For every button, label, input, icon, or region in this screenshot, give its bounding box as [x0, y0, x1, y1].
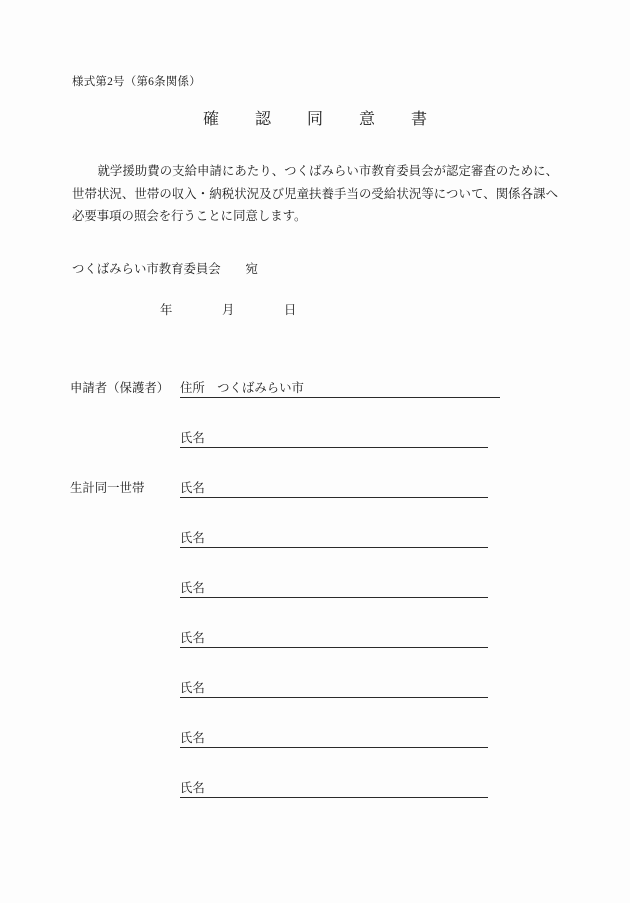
form-row	[70, 728, 560, 750]
form-number: 様式第2号（第6条関係）	[72, 76, 201, 88]
name-input[interactable]	[180, 628, 488, 648]
name-caption: 氏名	[180, 531, 205, 545]
name-caption: 氏名	[180, 731, 205, 745]
form-row	[70, 428, 560, 450]
addressee-line: つくばみらい市教育委員会 宛	[72, 262, 258, 276]
form-row	[70, 628, 560, 650]
form-row	[70, 678, 560, 700]
form-row	[70, 578, 560, 600]
page-title: 確 認 同 意 書	[202, 111, 437, 128]
name-input[interactable]	[180, 578, 488, 598]
name-caption: 氏名	[180, 431, 205, 445]
name-caption: 氏名	[180, 681, 205, 695]
name-input[interactable]	[180, 728, 488, 748]
name-caption: 氏名	[180, 581, 205, 595]
address-input[interactable]	[180, 378, 500, 398]
name-caption: 氏名	[180, 631, 205, 645]
name-caption: 氏名	[180, 781, 205, 795]
consent-body-text: 就学援助費の支給申請にあたり、つくばみらい市教育委員会が認定審査のために、世帯状況、世帯の収入・納税状況及び児童扶養手当の受給状況等について、関係各課へ必要事項の照会を行うことに同意します。	[72, 164, 558, 223]
form-row	[70, 778, 560, 800]
name-input[interactable]	[180, 778, 488, 798]
name-input[interactable]	[180, 678, 488, 698]
household-label: 生計同一世帯	[70, 481, 145, 495]
date-entry-line: 年 月 日	[160, 303, 297, 317]
form-row	[70, 528, 560, 550]
name-input[interactable]	[180, 428, 488, 448]
name-input[interactable]	[180, 478, 488, 498]
name-input[interactable]	[180, 528, 488, 548]
applicant-label: 申請者（保護者）	[70, 381, 170, 395]
form-row	[70, 378, 560, 400]
name-caption: 氏名	[180, 481, 205, 495]
form-row	[70, 478, 560, 500]
address-caption: 住所 つくばみらい市	[180, 381, 304, 395]
